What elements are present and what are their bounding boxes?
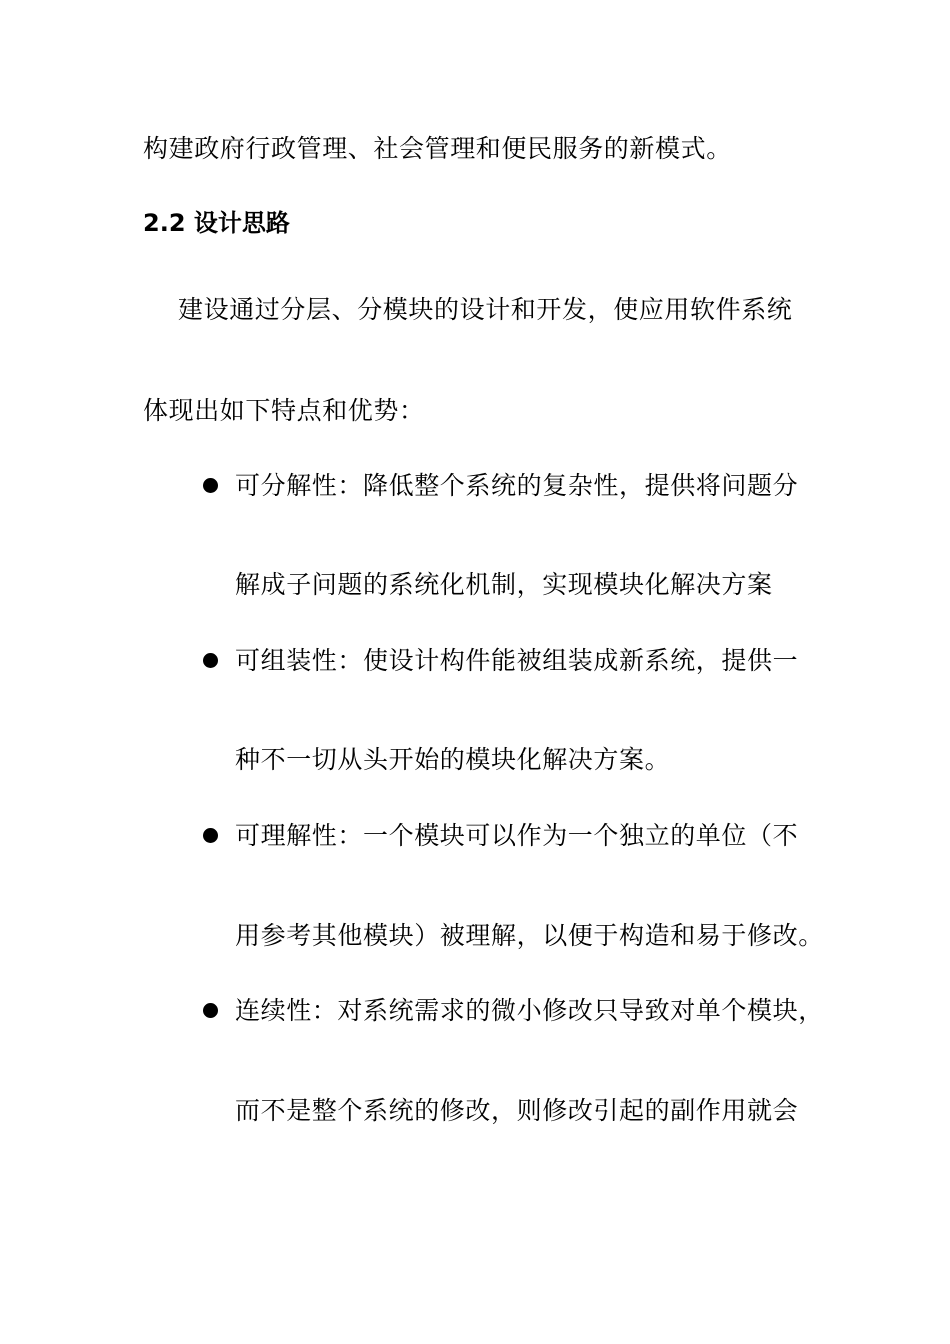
paragraph-line-1: 建设通过分层、分模块的设计和开发，使应用软件系统	[178, 295, 793, 324]
bullet-1-line-1: 可分解性：降低整个系统的复杂性，提供将问题分	[235, 471, 799, 500]
bullet-2-line-2: 种不一切从头开始的模块化解决方案。	[235, 745, 671, 774]
bullet-2-line-1: 可组装性：使设计构件能被组装成新系统，提供一	[235, 646, 799, 675]
bullet-3-line-2: 用参考其他模块）被理解，以便于构造和易于修改。	[235, 921, 824, 950]
intro-line: 构建政府行政管理、社会管理和便民服务的新模式。	[143, 134, 732, 163]
bullet-1-line-2: 解成子问题的系统化机制，实现模块化解决方案	[235, 570, 773, 599]
bullet-dot-icon	[203, 478, 218, 493]
bullet-dot-icon	[203, 1003, 218, 1018]
bullet-dot-icon	[203, 653, 218, 668]
bullet-dot-icon	[203, 828, 218, 843]
paragraph-line-2: 体现出如下特点和优势：	[143, 396, 425, 425]
section-heading: 2.2 设计思路	[143, 209, 290, 237]
bullet-3-line-1: 可理解性：一个模块可以作为一个独立的单位（不	[235, 821, 799, 850]
bullet-4-line-2: 而不是整个系统的修改，则修改引起的副作用就会	[235, 1096, 799, 1125]
bullet-4-line-1: 连续性：对系统需求的微小修改只导致对单个模块，	[235, 996, 824, 1025]
